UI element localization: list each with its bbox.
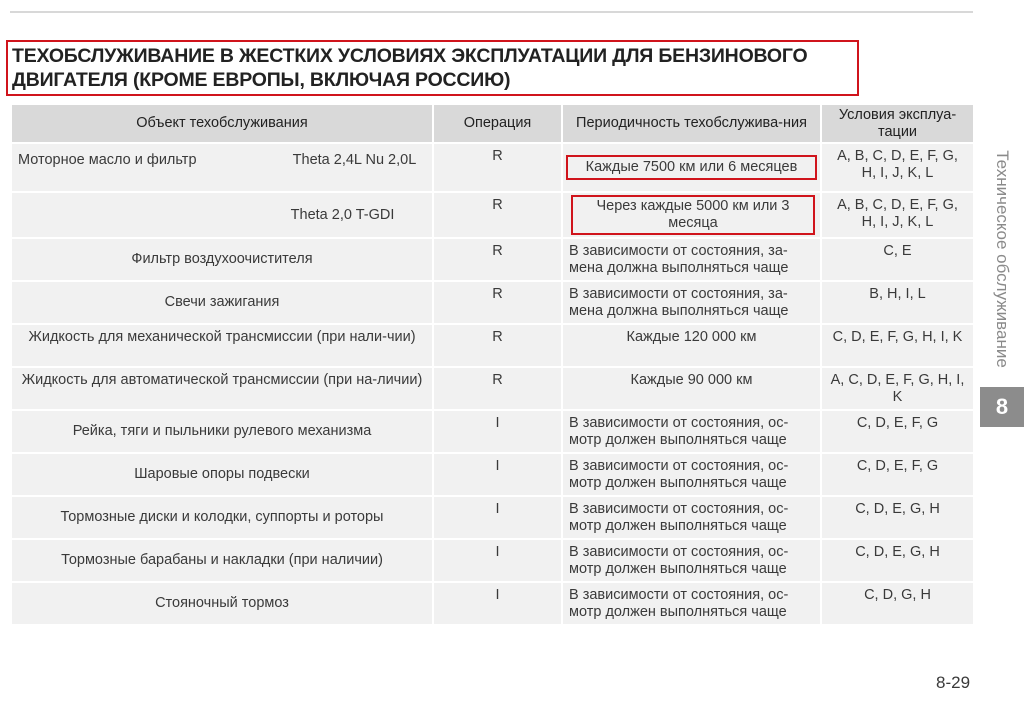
row-operation: I bbox=[433, 539, 562, 582]
row-frequency: В зависимости от состояния, ос-мотр должен выполняться чаще bbox=[562, 453, 821, 496]
row-frequency: Каждые 120 000 км bbox=[562, 324, 821, 367]
row-conditions: C, D, E, G, H bbox=[821, 496, 974, 539]
row-conditions: C, D, E, F, G bbox=[821, 410, 974, 453]
row-frequency: В зависимости от состояния, за-мена должна выполняться чаще bbox=[562, 281, 821, 324]
row-object: Жидкость для механической трансмиссии (при нали-чии) bbox=[11, 324, 433, 367]
row-conditions: C, D, E, F, G, H, I, K bbox=[821, 324, 974, 367]
row-operation: R bbox=[433, 324, 562, 367]
row-object: Фильтр воздухоочистителя bbox=[11, 238, 433, 281]
row-object: Тормозные диски и колодки, суппорты и роторы bbox=[11, 496, 433, 539]
table-row bbox=[11, 453, 974, 496]
row-frequency: В зависимости от состояния, ос-мотр должен выполняться чаще bbox=[562, 539, 821, 582]
row-frequency: Через каждые 5000 км или 3 месяца bbox=[571, 195, 815, 235]
row-object: Жидкость для автоматической трансмиссии (при на-личии) bbox=[11, 367, 433, 410]
maintenance-table bbox=[10, 103, 975, 626]
row-operation: I bbox=[433, 453, 562, 496]
row-object: Моторное масло и фильтр bbox=[18, 152, 197, 168]
table-row bbox=[11, 496, 974, 539]
row-object-cell bbox=[11, 143, 433, 192]
table-header-row bbox=[11, 104, 974, 143]
header-frequency: Периодичность техобслужива-ния bbox=[562, 104, 821, 143]
row-operation: I bbox=[433, 582, 562, 625]
row-object: Рейка, тяги и пыльники рулевого механизма bbox=[11, 410, 433, 453]
row-conditions: C, E bbox=[821, 238, 974, 281]
row-conditions: C, D, E, F, G bbox=[821, 453, 974, 496]
row-engine: Theta 2,0 T-GDI bbox=[290, 207, 395, 223]
table-row bbox=[11, 143, 974, 192]
table-row bbox=[11, 367, 974, 410]
row-object: Тормозные барабаны и накладки (при наличии) bbox=[11, 539, 433, 582]
section-side-label-text: Техническое обслуживание bbox=[993, 150, 1012, 368]
row-object: Свечи зажигания bbox=[11, 281, 433, 324]
table-row bbox=[11, 410, 974, 453]
row-object: Шаровые опоры подвески bbox=[11, 453, 433, 496]
row-conditions: B, H, I, L bbox=[821, 281, 974, 324]
table-row bbox=[11, 582, 974, 625]
row-conditions: A, B, C, D, E, F, G, H, I, J, K, L bbox=[821, 143, 974, 192]
row-operation: I bbox=[433, 410, 562, 453]
row-conditions: C, D, G, H bbox=[821, 582, 974, 625]
row-frequency: В зависимости от состояния, ос-мотр должен выполняться чаще bbox=[562, 410, 821, 453]
chapter-tab: 8 bbox=[980, 387, 1024, 427]
header-operation: Операция bbox=[433, 104, 562, 143]
table-row bbox=[11, 539, 974, 582]
row-conditions: A, C, D, E, F, G, H, I, K bbox=[821, 367, 974, 410]
page-title: ТЕХОБСЛУЖИВАНИЕ В ЖЕСТКИХ УСЛОВИЯХ ЭКСПЛУАТАЦИИ ДЛЯ БЕНЗИНОВОГО ДВИГАТЕЛЯ (КРОМЕ ЕВРОПЫ, ВКЛЮЧАЯ РОССИЮ) bbox=[12, 45, 808, 91]
row-engine: Theta 2,4L Nu 2,0L bbox=[292, 152, 417, 168]
row-frequency-cell bbox=[562, 192, 821, 238]
section-side-label bbox=[985, 139, 1019, 379]
table-row bbox=[11, 281, 974, 324]
row-operation: R bbox=[433, 143, 562, 192]
table-row bbox=[11, 238, 974, 281]
row-frequency: Каждые 7500 км или 6 месяцев bbox=[566, 155, 817, 180]
row-operation: R bbox=[433, 192, 562, 238]
top-divider bbox=[10, 11, 973, 13]
row-frequency: В зависимости от состояния, ос-мотр должен выполняться чаще bbox=[562, 582, 821, 625]
row-operation: R bbox=[433, 281, 562, 324]
header-conditions: Условия эксплуа-тации bbox=[821, 104, 974, 143]
row-frequency: В зависимости от состояния, за-мена должна выполняться чаще bbox=[562, 238, 821, 281]
row-operation: R bbox=[433, 238, 562, 281]
row-frequency: В зависимости от состояния, ос-мотр должен выполняться чаще bbox=[562, 496, 821, 539]
row-conditions: C, D, E, G, H bbox=[821, 539, 974, 582]
row-object-cell bbox=[11, 192, 433, 238]
table-row bbox=[11, 324, 974, 367]
row-frequency-cell bbox=[562, 143, 821, 192]
row-object: Стояночный тормоз bbox=[11, 582, 433, 625]
row-conditions: A, B, C, D, E, F, G, H, I, J, K, L bbox=[821, 192, 974, 238]
row-operation: I bbox=[433, 496, 562, 539]
header-object: Объект техобслуживания bbox=[11, 104, 433, 143]
row-operation: R bbox=[433, 367, 562, 410]
row-frequency: Каждые 90 000 км bbox=[562, 367, 821, 410]
table-row bbox=[11, 192, 974, 238]
page-number: 8-29 bbox=[936, 673, 971, 692]
